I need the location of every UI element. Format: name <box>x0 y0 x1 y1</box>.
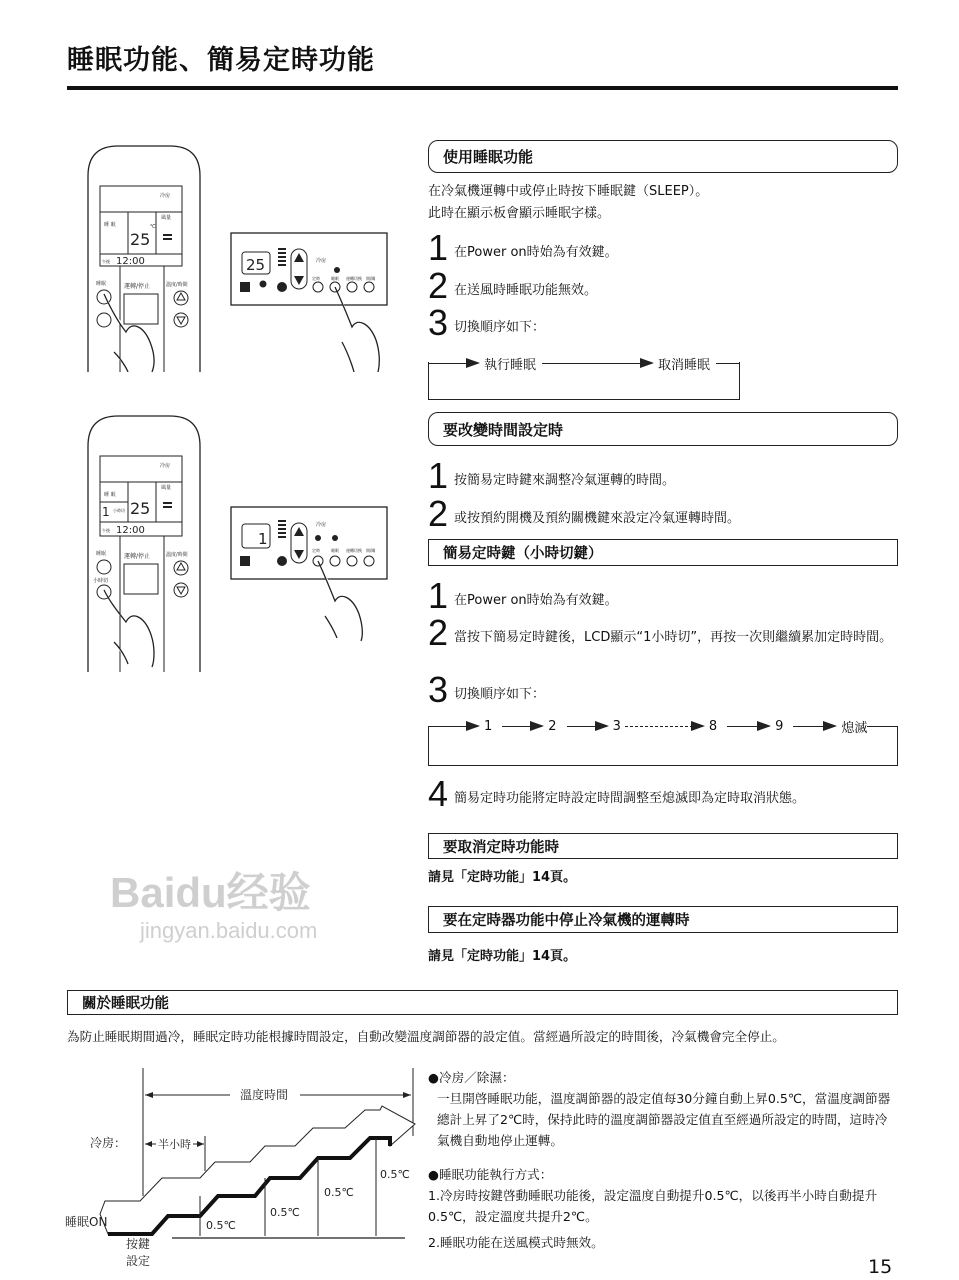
change-step-1 <box>428 455 676 496</box>
remote-run-stop: 運轉/停止 <box>124 283 151 290</box>
panel-timer-label: 定時 <box>312 548 320 553</box>
panel-mode: 冷房 <box>316 258 327 264</box>
remote-sleep-lcd: 睡 眠 <box>104 222 116 228</box>
remote-run-stop: 運轉/停止 <box>124 553 151 560</box>
remote-mode: 冷房 <box>160 463 171 469</box>
panel-onoff-label: 開/關 <box>366 548 376 553</box>
page-title: 睡眠功能、簡易定時功能 <box>67 45 375 76</box>
dashed-arrow-icon <box>625 726 703 727</box>
cancel-timer-ref: 請見「定時功能」14頁。 <box>428 870 577 885</box>
seq-item: 3 <box>612 719 621 734</box>
seq-item: 1 <box>484 719 493 734</box>
title-rule <box>67 86 898 90</box>
seq-item: 執行睡眠 <box>484 358 537 373</box>
timer-step-4 <box>428 773 806 814</box>
staircase-arrow <box>100 1106 415 1234</box>
panel-hour-digit: 1 <box>258 530 268 548</box>
sleep-sequence <box>428 354 740 373</box>
step-number: 3 <box>428 302 449 343</box>
arrow-icon <box>502 726 542 727</box>
hour-off-button <box>97 313 111 327</box>
panel-temp: 25 <box>246 256 266 274</box>
timer-step-1 <box>428 575 618 616</box>
remote-temp: 25 <box>130 230 151 249</box>
step-number: 2 <box>428 493 449 534</box>
step-label: 0.5℃ <box>270 1206 300 1219</box>
section-heading-stop-in-timer: 要在定時器功能中停止冷氣機的運轉時 <box>428 906 898 933</box>
label-set: 設定 <box>126 1254 151 1268</box>
section-heading-cancel-timer: 要取消定時功能時 <box>428 833 898 859</box>
cooling-text: 一旦開啓睡眠功能，溫度調節器的設定值每30分鐘自動上昇0.5℃，當溫度調節器總計上昇了2℃時，保持此時的溫度調節器設定值直至經過所設定的時間，這時冷氣機自動地停止運轉。 <box>437 1091 891 1148</box>
sleep-button <box>97 560 111 574</box>
label-half-hour: 半小時 <box>158 1138 191 1151</box>
sleep-step-2 <box>428 265 598 306</box>
arrow-icon <box>567 726 607 727</box>
panel-sleep-label: 睡眠 <box>331 276 339 281</box>
section-heading-simple-timer: 簡易定時鍵（小時切鍵） <box>428 539 898 566</box>
step-number: 1 <box>428 575 449 616</box>
watermark-url: jingyan.baidu.com <box>140 918 318 943</box>
remote-unit: ℃ <box>150 224 156 230</box>
stop-in-timer-ref: 請見「定時功能」14頁。 <box>428 949 577 964</box>
remote-pm: 午後 <box>102 528 110 533</box>
loop-line <box>867 726 898 727</box>
section-heading-sleep-use: 使用睡眠功能 <box>428 140 898 173</box>
panel-mode-switch-label: 運轉切換 <box>346 276 362 281</box>
sleep-intro-2: 此時在顯示板會顯示睡眠字樣。 <box>428 206 611 221</box>
step-label: 0.5℃ <box>206 1219 236 1232</box>
panel-onoff-label: 開/關 <box>366 276 376 281</box>
hand-icon <box>104 294 154 372</box>
hour-off-button <box>97 585 111 599</box>
remote-sleep-key-label: 睡眠 <box>96 281 107 287</box>
sleep-intro-1: 在冷氣機運轉中或停止時按下睡眠鍵（SLEEP）。 <box>428 184 709 199</box>
step-label: 0.5℃ <box>324 1186 354 1199</box>
step-number: 1 <box>428 227 449 268</box>
watermark-logo: Baidu经验 <box>110 869 311 916</box>
step-text: 或按預約開機及預約關機鍵來設定冷氣運轉時間。 <box>454 511 741 526</box>
section-heading-about-sleep: 關於睡眠功能 <box>67 990 898 1015</box>
arrow-icon <box>793 726 835 727</box>
panel-sleep-illustration <box>230 232 390 372</box>
about-sleep-text: 為防止睡眠期間過冷，睡眠定時功能根據時間設定，自動改變溫度調節器的設定值。當經過所設定的時間後，冷氣機會完全停止。 <box>67 1029 785 1044</box>
timer-step-3 <box>428 669 546 710</box>
step-number: 1 <box>428 455 449 496</box>
method-title: ●睡眠功能執行方式： <box>428 1167 553 1182</box>
panel-mode-switch-label: 運轉切換 <box>346 548 362 553</box>
remote-pm: 午後 <box>102 259 110 264</box>
panel-timer-illustration <box>230 506 390 646</box>
arrow-icon <box>428 363 478 364</box>
arrow-icon <box>542 363 652 364</box>
step-text: 當按下簡易定時鍵後，LCD顯示“1小時切”，再按一次則繼續累加定時時間。 <box>454 630 893 645</box>
hand-icon <box>318 561 362 641</box>
remote-hour-off-lcd: 小時切 <box>113 508 125 513</box>
remote-fan: 風量 <box>161 485 172 491</box>
change-step-2 <box>428 493 741 534</box>
remote-temp: 25 <box>130 499 151 518</box>
remote-hour-digit: 1 <box>102 505 110 519</box>
page-number: 15 <box>868 1256 893 1278</box>
step-number: 2 <box>428 265 449 306</box>
method-item-2: 2.睡眠功能在送風模式時無效。 <box>428 1235 604 1250</box>
arrow-icon <box>428 726 478 727</box>
sleep-step-1 <box>428 227 618 268</box>
step-text: 在Power on時始為有效鍵。 <box>454 593 618 608</box>
step-text: 切換順序如下： <box>454 687 546 702</box>
panel-timer-label: 定時 <box>312 276 320 281</box>
remote-temp-time: 溫度/時間 <box>166 282 188 288</box>
label-key: 按鍵 <box>126 1237 151 1251</box>
step-text: 按簡易定時鍵來調整冷氣運轉的時間。 <box>454 473 676 488</box>
method-item-1: 1.冷房時按鍵啓動睡眠功能後，設定溫度自動提升0.5℃，以後再半小時自動提升0.5℃，設定溫度共提升2℃。 <box>428 1188 878 1224</box>
seq-item: 9 <box>775 719 784 734</box>
sleep-step-3 <box>428 302 546 343</box>
cooling-title: ●冷房／除濕： <box>428 1070 515 1085</box>
remote-sleep-lcd: 睡 眠 <box>104 492 116 498</box>
timer-sequence <box>428 717 898 736</box>
seq-item: 取消睡眠 <box>658 358 711 373</box>
sleep-button <box>97 290 111 304</box>
remote-sleep-illustration <box>84 142 204 372</box>
remote-mode: 冷房 <box>160 193 171 199</box>
remote-fan: 風量 <box>161 215 172 221</box>
label-sleep-on: 睡眠ON <box>65 1215 108 1229</box>
step-text: 切換順序如下： <box>454 320 546 335</box>
panel-mode: 冷房 <box>316 522 327 528</box>
remote-clock: 12:00 <box>116 256 145 267</box>
seq-item: 8 <box>708 719 718 734</box>
remote-temp-time: 溫度/時間 <box>166 552 188 558</box>
seq-item: 2 <box>548 719 557 734</box>
panel-sleep-label: 睡眠 <box>331 548 339 553</box>
sleep-temperature-diagram <box>60 1066 420 1271</box>
section-heading-change-time: 要改變時間設定時 <box>428 412 898 446</box>
remote-clock: 12:00 <box>116 525 145 536</box>
step-text: 在Power on時始為有效鍵。 <box>454 245 618 260</box>
step-text: 簡易定時功能將定時設定時間調整至熄滅即為定時取消狀態。 <box>454 791 806 806</box>
step-number: 4 <box>428 773 449 814</box>
step-label: 0.5℃ <box>380 1168 410 1181</box>
label-temp-time: 溫度時間 <box>240 1088 289 1102</box>
seq-item: 熄滅 <box>841 721 868 736</box>
step-number: 3 <box>428 669 449 710</box>
step-number: 2 <box>428 612 449 653</box>
loop-line <box>716 363 740 364</box>
hand-icon <box>335 287 379 372</box>
arrow-icon <box>727 726 769 727</box>
label-cooling: 冷房： <box>90 1136 127 1150</box>
remote-timer-illustration <box>84 412 204 672</box>
hand-icon <box>104 590 154 667</box>
step-text: 在送風時睡眠功能無效。 <box>454 283 598 298</box>
remote-sleep-key-label: 睡眠 <box>96 551 107 557</box>
timer-step-2 <box>428 612 898 653</box>
remote-hour-off-label: 小時切 <box>93 578 109 584</box>
